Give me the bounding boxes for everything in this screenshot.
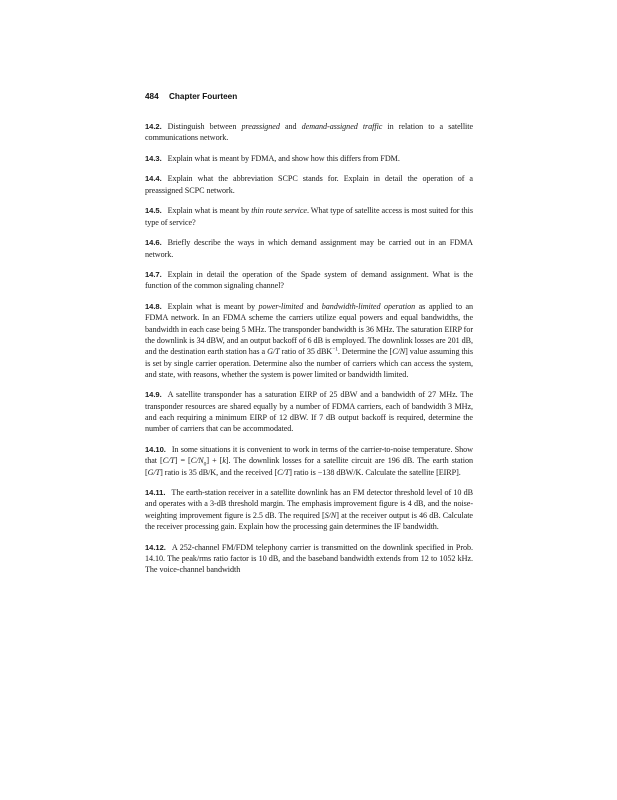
chapter-title: Chapter Fourteen bbox=[169, 92, 238, 101]
problem-5 bbox=[145, 269, 473, 292]
problem-text: The earth-station receiver in a satellite downlink has an FM detector threshold level of 10 dB and operates with a 3-dB threshold margin. The emphasis improvement figure is 4 dB, and the noise-weighting improvement figure is 2.5 dB. The required [ bbox=[145, 488, 473, 520]
problem-text: ] ratio is 35 dB/K, and the received [ bbox=[160, 467, 278, 477]
problem-text: . What type of satellite access is most suited for this type of service? bbox=[145, 206, 473, 227]
problem-number: 14.3. bbox=[145, 153, 162, 163]
problem-text: Briefly describe the ways in which demand assignment may be carried out in an FDMA network. bbox=[145, 238, 473, 259]
problem-list bbox=[145, 121, 473, 575]
italic-term: C/T bbox=[277, 467, 290, 477]
problem-text: ] ratio is −138 dBW/K. Calculate the satellite [EIRP]. bbox=[289, 467, 461, 477]
problem-4 bbox=[145, 237, 473, 260]
problem-2 bbox=[145, 173, 473, 196]
problem-6 bbox=[145, 301, 473, 380]
problem-text: ] value assuming this is set by single carrier operation. Determine also the number of carriers which can access the system, and state, with reasons, whether the system is power limited or bandwidth limited. bbox=[145, 347, 473, 379]
running-head bbox=[145, 92, 473, 101]
problem-number: 14.5. bbox=[145, 206, 162, 216]
italic-term: demand-assigned traffic bbox=[301, 122, 383, 131]
problem-text: Explain what is meant by bbox=[167, 302, 259, 312]
italic-term: k bbox=[222, 456, 226, 466]
problem-text: A satellite transponder has a saturation EIRP of 25 dBW and a bandwidth of 27 MHz. The transponder resources are shared equally by a number of FDMA carriers, each of bandwidth 3 MHz, and each requiring a minimum EIRP of 12 dBW. If 7 dB output backoff is required, determine the number of carriers that can be accommodated. bbox=[145, 390, 473, 434]
problem-text: ]. The downlink losses for a satellite circuit are 196 dB. The earth station [ bbox=[145, 456, 473, 477]
problem-text: and bbox=[303, 302, 322, 312]
problem-number: 14.12. bbox=[145, 542, 166, 552]
problem-text: . Determine the [ bbox=[337, 347, 393, 357]
problem-number: 14.10. bbox=[145, 444, 166, 454]
problem-text: ] = [ bbox=[174, 456, 191, 466]
problem-text: Explain what is meant by FDMA, and show how this differs from FDM. bbox=[167, 153, 400, 163]
italic-term: preassigned bbox=[241, 122, 280, 131]
problem-text: as applied to an FDMA network. In an FDMA scheme the carriers utilize equal powers and equal bandwidths, the bandwidth in each case being 5 MHz. The transponder bandwidth is 36 MHz. The saturation EIRP for the downlink is 34 dBW, and an output backoff of 6 dB is employed. The downlink losses are 201 dB, and the destination earth station has a bbox=[145, 302, 474, 357]
page-number: 484 bbox=[145, 92, 159, 101]
italic-term: C/T bbox=[162, 456, 175, 466]
problem-10 bbox=[145, 542, 473, 576]
problem-text: Explain in detail the operation of the Spade system of demand assignment. What is the function of the common signaling channel? bbox=[145, 270, 473, 291]
problem-7 bbox=[145, 389, 473, 434]
italic-term: C/N bbox=[392, 347, 406, 357]
problem-text: ] + [ bbox=[206, 456, 223, 466]
problem-0 bbox=[145, 121, 473, 144]
italic-term: bandwidth-limited operation bbox=[321, 302, 416, 312]
problem-text: ratio of 35 dBK bbox=[279, 347, 333, 357]
problem-number: 14.6. bbox=[145, 238, 162, 248]
subscript: 0 bbox=[203, 461, 207, 468]
problem-text: Distinguish between bbox=[167, 122, 242, 131]
superscript: −1 bbox=[332, 346, 338, 353]
problem-1 bbox=[145, 153, 473, 164]
problem-number: 14.11. bbox=[145, 488, 166, 498]
document-page bbox=[145, 92, 473, 585]
problem-text: Explain what the abbreviation SCPC stands for. Explain in detail the operation of a preassigned SCPC network. bbox=[145, 174, 473, 195]
problem-9 bbox=[145, 487, 473, 532]
problem-text: A 252-channel FM/FDM telephony carrier is transmitted on the downlink specified in Prob. 14.10. The peak/rms ratio factor is 10 dB, and the baseband bandwidth extends from 12 to 1052 kHz. The voice-channel bandwidth bbox=[145, 542, 473, 575]
problem-text: and bbox=[279, 122, 302, 131]
problem-text: In some situations it is convenient to work in terms of the carrier-to-noise temperature. Show that [ bbox=[145, 444, 473, 466]
problem-number: 14.9. bbox=[145, 390, 162, 400]
italic-term: thin route service bbox=[251, 206, 307, 216]
problem-number: 14.4. bbox=[145, 174, 162, 184]
italic-term: power-limited bbox=[258, 302, 304, 312]
problem-text: in relation to a satellite communications network. bbox=[145, 122, 474, 143]
problem-text: ] at the receiver output is 46 dB. Calculate the receiver processing gain. Explain how the processing gain determines the IF bandwidth. bbox=[145, 510, 473, 531]
italic-term: S/N bbox=[324, 510, 337, 520]
problem-number: 14.8. bbox=[145, 302, 162, 312]
italic-term: G/T bbox=[147, 467, 161, 477]
problem-number: 14.7. bbox=[145, 270, 162, 280]
problem-text: Explain what is meant by bbox=[167, 206, 252, 216]
problem-3 bbox=[145, 205, 473, 228]
italic-term: C/N bbox=[190, 456, 204, 466]
problem-number: 14.2. bbox=[145, 122, 162, 131]
italic-term: G/T bbox=[267, 347, 280, 357]
problem-8 bbox=[145, 444, 473, 478]
